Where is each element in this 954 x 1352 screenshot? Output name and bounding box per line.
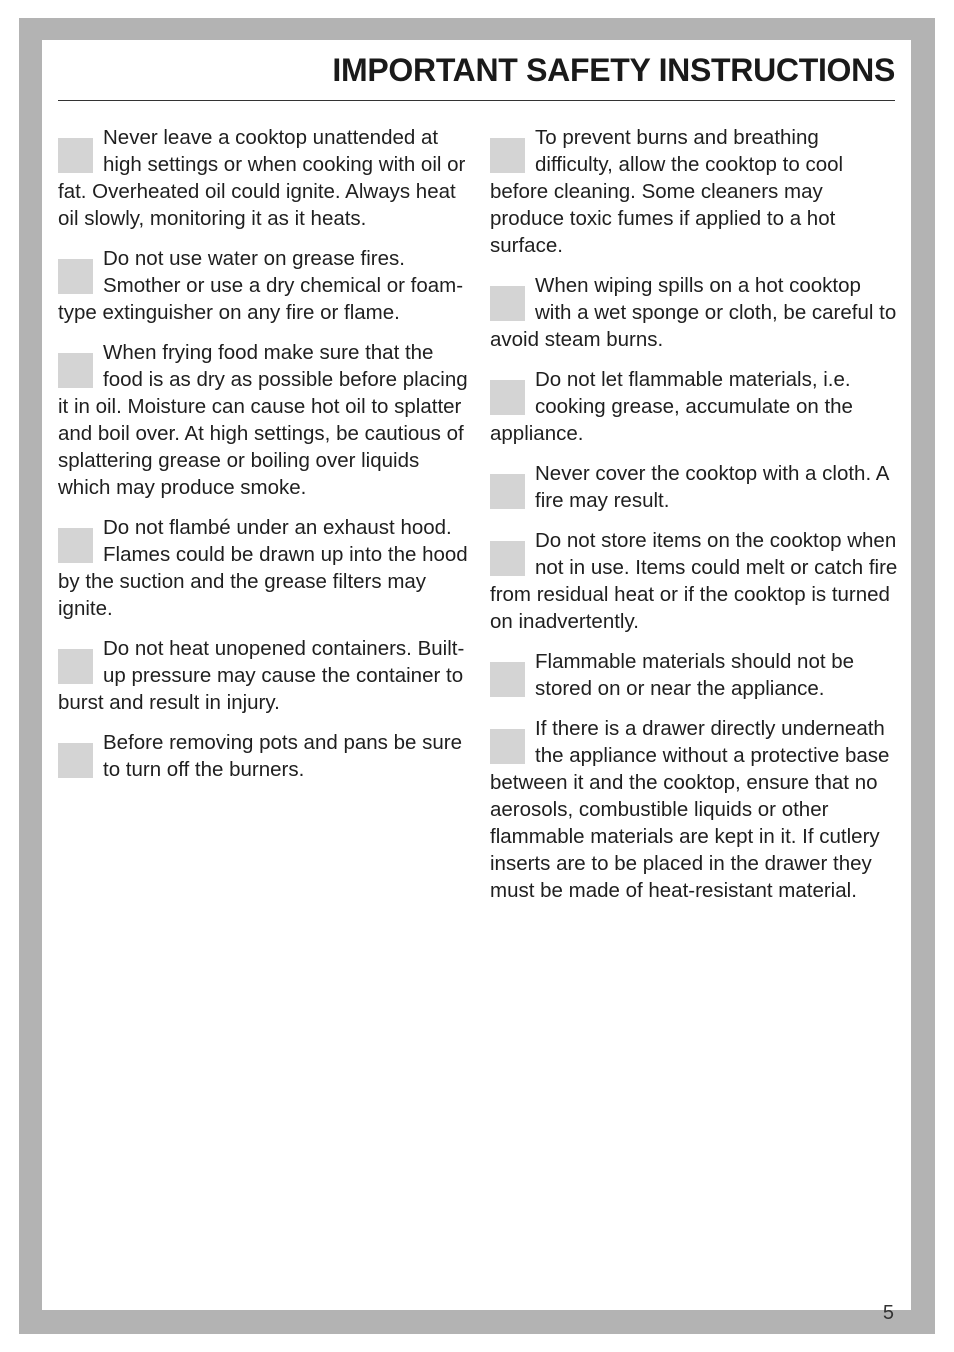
instruction-item: [58, 124, 468, 232]
instruction-text: Do not flambé under an exhaust hood. Flames could be drawn up into the hood by the suction and the grease filters may ignite.: [58, 516, 468, 620]
bullet-square-icon: [490, 541, 525, 576]
bullet-square-icon: [58, 528, 93, 563]
bullet-square-icon: [58, 649, 93, 684]
instruction-text: Before removing pots and pans be sure to turn off the burners.: [103, 731, 462, 781]
instruction-text: Do not store items on the cooktop when not in use. Items could melt or catch fire from residual heat or if the cooktop is turned on inadvertently.: [490, 529, 898, 633]
bullet-square-icon: [490, 729, 525, 764]
instruction-text: Never cover the cooktop with a cloth. A fire may result.: [535, 462, 889, 512]
instruction-item: [490, 366, 900, 447]
bullet-square-icon: [58, 353, 93, 388]
instruction-item: [58, 514, 468, 622]
page-number: 5: [882, 1302, 894, 1324]
instruction-text: If there is a drawer directly underneath the appliance without a protective base between it and the cooktop, ensure that no aerosols, combustible liquids or other flammable materials are kept in it. If cutlery inserts are to be placed in the drawer they must be made of heat-resistant material.: [490, 717, 890, 902]
bullet-square-icon: [490, 286, 525, 321]
title-rule: [58, 100, 895, 101]
left-column: [58, 124, 468, 796]
instruction-text: When frying food make sure that the food is as dry as possible before placing it in oil. Moisture can cause hot oil to splatter and boil over. At high settings, be cautious of splattering grease or boiling over liquids which may produce smoke.: [58, 341, 468, 499]
instruction-text: Do not heat unopened containers. Built-up pressure may cause the container to burst and result in injury.: [58, 637, 465, 714]
bullet-square-icon: [490, 474, 525, 509]
instruction-text: Do not let flammable materials, i.e. cooking grease, accumulate on the appliance.: [490, 368, 853, 445]
instruction-text: Flammable materials should not be stored on or near the appliance.: [535, 650, 855, 700]
instruction-text: Do not use water on grease fires. Smother or use a dry chemical or foam-type extinguisher on any fire or flame.: [58, 247, 464, 324]
bullet-square-icon: [58, 138, 93, 173]
right-column: [490, 124, 900, 917]
bullet-square-icon: [58, 743, 93, 778]
bullet-square-icon: [490, 138, 525, 173]
instruction-item: [490, 527, 900, 635]
instruction-item: [58, 635, 468, 716]
instruction-item: [490, 715, 900, 904]
instruction-item: [490, 124, 900, 259]
instruction-text: When wiping spills on a hot cooktop with a wet sponge or cloth, be careful to avoid steam burns.: [490, 274, 897, 351]
instruction-text: To prevent burns and breathing difficulty, allow the cooktop to cool before cleaning. Some cleaners may produce toxic fumes if applied to a hot surface.: [490, 126, 844, 257]
instruction-item: [490, 460, 900, 514]
bullet-square-icon: [58, 259, 93, 294]
page-title: IMPORTANT SAFETY INSTRUCTIONS: [332, 52, 895, 88]
instruction-item: [490, 648, 900, 702]
instruction-item: [58, 729, 468, 783]
instruction-item: [58, 245, 468, 326]
instruction-item: [490, 272, 900, 353]
instruction-text: Never leave a cooktop unattended at high settings or when cooking with oil or fat. Overheated oil could ignite. Always heat oil slowly, monitoring it as it heats.: [58, 126, 466, 230]
instruction-item: [58, 339, 468, 501]
bullet-square-icon: [490, 662, 525, 697]
bullet-square-icon: [490, 380, 525, 415]
